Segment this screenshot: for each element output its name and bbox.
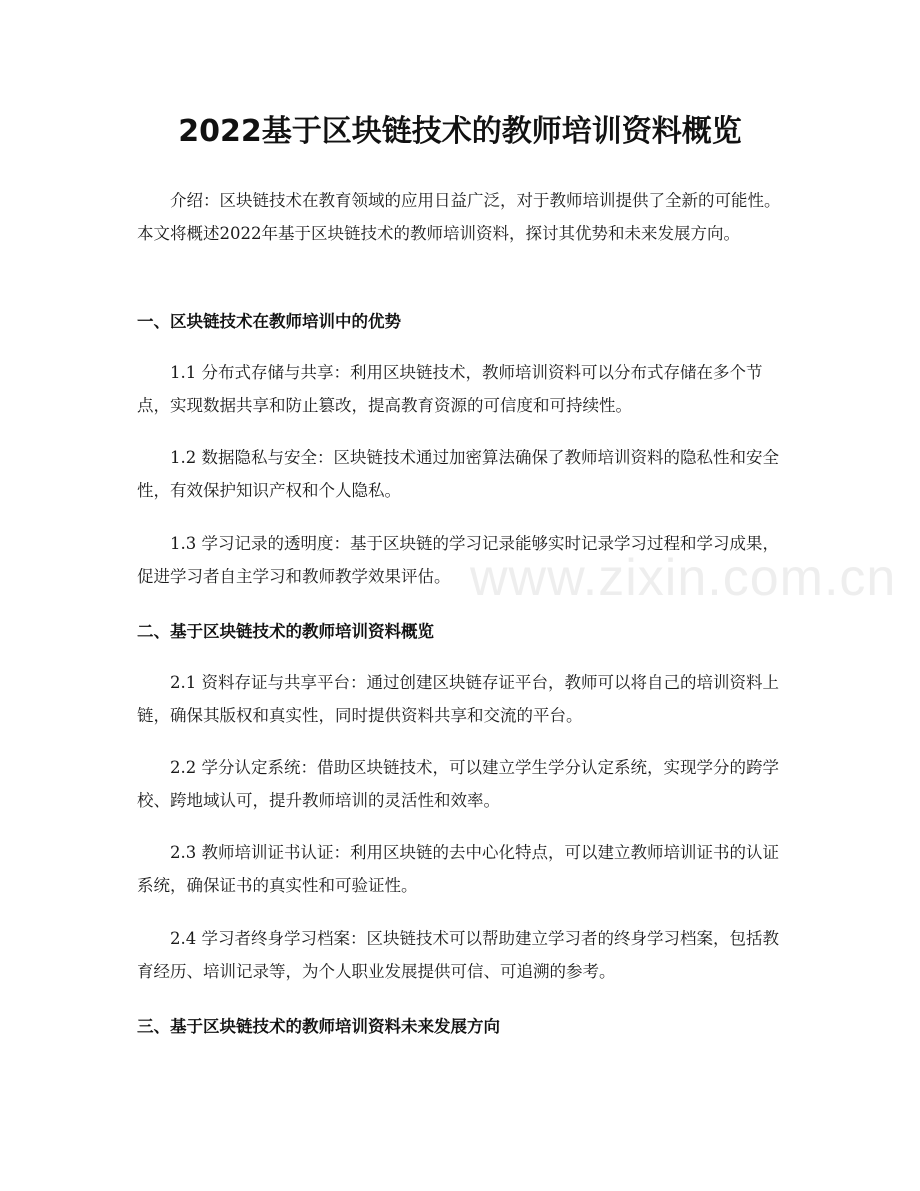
section-3-heading: 三、基于区块链技术的教师培训资料未来发展方向 — [137, 1017, 500, 1036]
section-2-item-4: 2.4 学习者终身学习档案：区块链技术可以帮助建立学习者的终身学习档案，包括教育经历、培训记录等，为个人职业发展提供可信、可追溯的参考。 — [137, 929, 779, 981]
document-title: 2022基于区块链技术的教师培训资料概览 — [178, 114, 742, 149]
section-1-item-3: 1.3 学习记录的透明度：基于区块链的学习记录能够实时记录学习过程和学习成果，促进学习者自主学习和教师教学效果评估。 — [137, 534, 779, 586]
section-1-item-2: 1.2 数据隐私与安全：区块链技术通过加密算法确保了教师培训资料的隐私性和安全性，有效保护知识产权和个人隐私。 — [137, 448, 779, 500]
section-2-item-3: 2.3 教师培训证书认证：利用区块链的去中心化特点，可以建立教师培训证书的认证系统，确保证书的真实性和可验证性。 — [137, 843, 779, 895]
watermark-text: www.zixin.com.cn — [470, 549, 897, 607]
section-2-heading: 二、基于区块链技术的教师培训资料概览 — [137, 622, 434, 641]
section-1-item-1: 1.1 分布式存储与共享：利用区块链技术，教师培训资料可以分布式存储在多个节点，实现数据共享和防止篡改，提高教育资源的可信度和可持续性。 — [137, 363, 763, 415]
intro-paragraph: 介绍：区块链技术在教育领域的应用日益广泛，对于教师培训提供了全新的可能性。本文将概述2022年基于区块链技术的教师培训资料，探讨其优势和未来发展方向。 — [137, 191, 781, 243]
section-2-item-1: 2.1 资料存证与共享平台：通过创建区块链存证平台，教师可以将自己的培训资料上链，确保其版权和真实性，同时提供资料共享和交流的平台。 — [137, 673, 779, 725]
section-1-heading: 一、区块链技术在教师培训中的优势 — [137, 312, 401, 331]
section-2-item-2: 2.2 学分认定系统：借助区块链技术，可以建立学生学分认定系统，实现学分的跨学校、跨地域认可，提升教师培训的灵活性和效率。 — [137, 758, 779, 810]
